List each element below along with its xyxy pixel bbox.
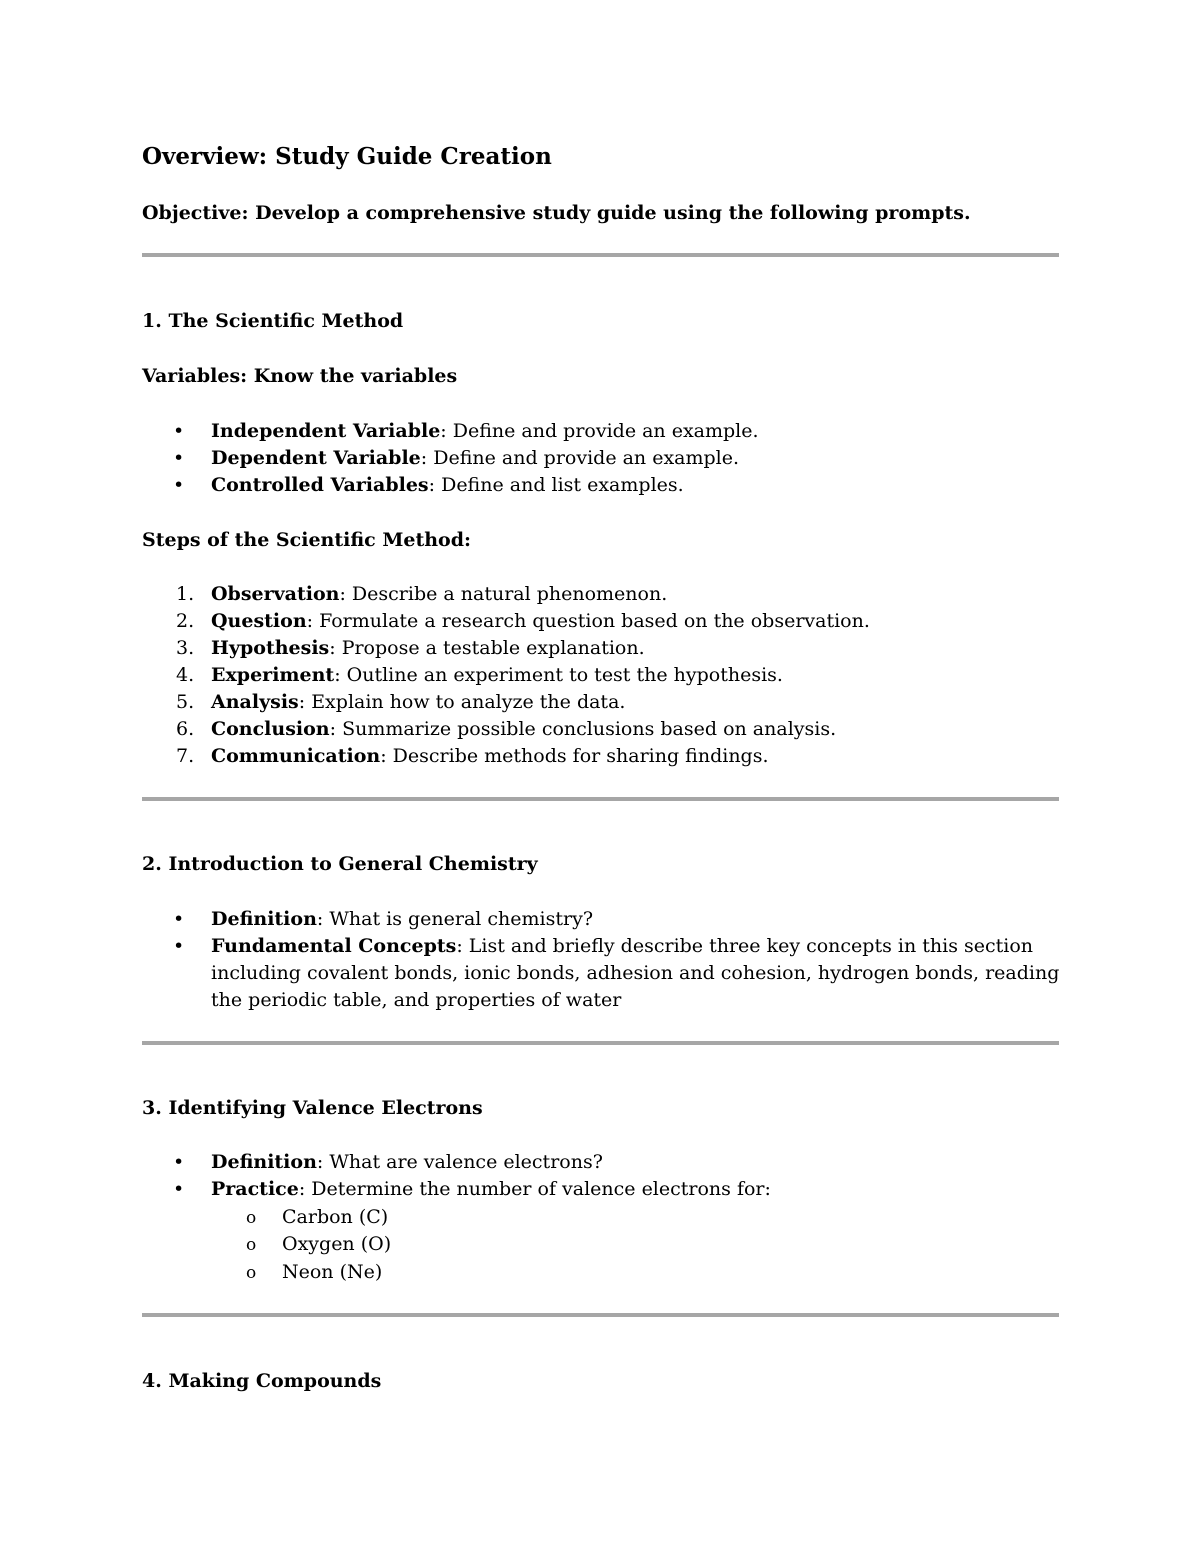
- horizontal-rule: [142, 253, 1059, 257]
- list-number: 4.: [176, 664, 195, 686]
- horizontal-rule: [142, 1313, 1059, 1317]
- bullet-icon: •: [173, 420, 185, 442]
- list-item: Definition: What is general chemistry?: [211, 908, 593, 930]
- list-item: Conclusion: Summarize possible conclusions based on analysis.: [211, 718, 837, 740]
- list-item: Fundamental Concepts: List and briefly describe three key concepts in this section: [211, 935, 1034, 957]
- list-item-continuation: including covalent bonds, ionic bonds, adhesion and cohesion, hydrogen bonds, reading: [211, 962, 1060, 984]
- list-item: Observation: Describe a natural phenomenon.: [211, 583, 668, 605]
- steps-heading: Steps of the Scientific Method:: [142, 529, 472, 551]
- horizontal-rule: [142, 797, 1059, 801]
- list-number: 6.: [176, 718, 195, 740]
- objective-text: Objective: Develop a comprehensive study guide using the following prompts.: [142, 202, 971, 224]
- list-number: 7.: [176, 745, 195, 767]
- list-item: Experiment: Outline an experiment to test the hypothesis.: [211, 664, 783, 686]
- circle-bullet-icon: o: [246, 1235, 257, 1255]
- list-number: 3.: [176, 637, 195, 659]
- list-number: 2.: [176, 610, 195, 632]
- bullet-icon: •: [173, 474, 185, 496]
- list-item: Hypothesis: Propose a testable explanation.: [211, 637, 645, 659]
- list-item: Analysis: Explain how to analyze the data.: [211, 691, 626, 713]
- bullet-icon: •: [173, 1151, 185, 1173]
- sub-list-item: Neon (Ne): [282, 1261, 383, 1283]
- bullet-icon: •: [173, 935, 185, 957]
- bullet-icon: •: [173, 1178, 185, 1200]
- list-item: Practice: Determine the number of valence electrons for:: [211, 1178, 771, 1200]
- section-heading-making-compounds: 4. Making Compounds: [142, 1370, 382, 1392]
- list-item: Independent Variable: Define and provide an example.: [211, 420, 759, 442]
- page-title: Overview: Study Guide Creation: [142, 143, 552, 170]
- list-item: Definition: What are valence electrons?: [211, 1151, 603, 1173]
- sub-list-item: Carbon (C): [282, 1206, 389, 1228]
- section-heading-valence-electrons: 3. Identifying Valence Electrons: [142, 1097, 483, 1119]
- circle-bullet-icon: o: [246, 1263, 257, 1283]
- bullet-icon: •: [173, 908, 185, 930]
- bullet-icon: •: [173, 447, 185, 469]
- sub-list-item: Oxygen (O): [282, 1233, 392, 1255]
- variables-heading: Variables: Know the variables: [142, 365, 458, 387]
- list-number: 5.: [176, 691, 195, 713]
- section-heading-general-chemistry: 2. Introduction to General Chemistry: [142, 853, 538, 875]
- section-heading-scientific-method: 1. The Scientific Method: [142, 310, 404, 332]
- list-item: Controlled Variables: Define and list examples.: [211, 474, 684, 496]
- circle-bullet-icon: o: [246, 1208, 257, 1228]
- list-item: Dependent Variable: Define and provide an example.: [211, 447, 740, 469]
- list-item: Communication: Describe methods for sharing findings.: [211, 745, 769, 767]
- list-item-continuation: the periodic table, and properties of water: [211, 989, 622, 1011]
- list-number: 1.: [176, 583, 195, 605]
- list-item: Question: Formulate a research question based on the observation.: [211, 610, 870, 632]
- horizontal-rule: [142, 1041, 1059, 1045]
